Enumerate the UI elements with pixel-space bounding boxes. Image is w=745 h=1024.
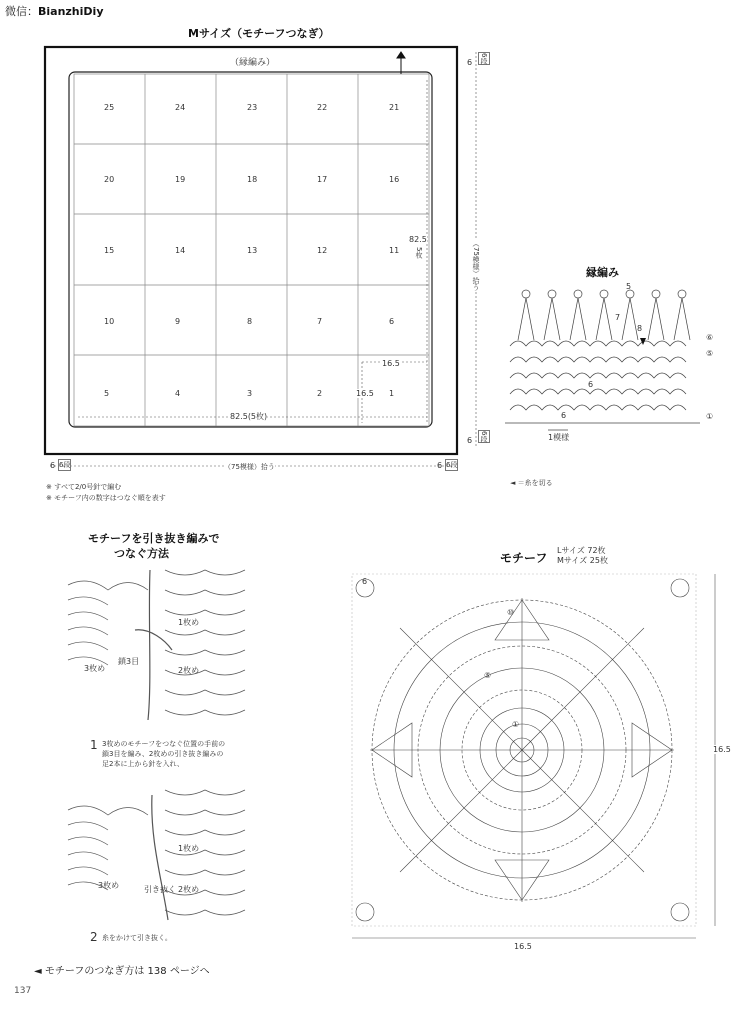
- edging-point-label: 5: [626, 282, 632, 291]
- edging-point-label: 6: [561, 411, 567, 420]
- cut-yarn-mark: [640, 338, 646, 345]
- border-left-rows: 6段: [59, 461, 71, 469]
- motif-number: 7: [317, 317, 323, 326]
- page-number: 137: [14, 986, 32, 996]
- motif-round-label: ⑩: [507, 608, 515, 617]
- motif-round-label: ⑤: [484, 671, 492, 680]
- motif-height-label: 16.5: [713, 745, 731, 754]
- outer-height-label: （75模様）拾う: [472, 240, 480, 291]
- edging-title: 縁編み: [586, 266, 619, 279]
- motif-number: 10: [104, 317, 115, 326]
- motif-number: 3: [247, 389, 253, 398]
- inner-width-label: 82.5(5枚): [230, 412, 268, 421]
- motif-chart: [352, 574, 696, 926]
- note-order: ※ モチーフ内の数字はつなぐ順を表す: [46, 494, 166, 502]
- border-right-rows: 6段: [446, 461, 458, 469]
- fig1-chain-label: 鎖3目: [118, 657, 140, 666]
- fig2-first-label: 1枚め: [178, 844, 200, 853]
- border-left-label: 6: [50, 461, 56, 470]
- edging-point-label: 6: [588, 380, 594, 389]
- motif-count-l: Lサイズ 72枚: [557, 546, 606, 555]
- motif-number: 1: [389, 389, 395, 398]
- motif-number: 16: [389, 175, 400, 184]
- motif-width-label: 16.5: [382, 359, 400, 368]
- join-title-line1: モチーフを引き抜き編みで: [88, 532, 220, 545]
- fig1-second-label: 2枚め: [178, 666, 200, 675]
- border-bottom-label: 6: [467, 436, 473, 445]
- motif-number: 4: [175, 389, 181, 398]
- motif-number: 15: [104, 246, 115, 255]
- page-reference: ◄ モチーフのつなぎ方は 138 ページへ: [34, 966, 210, 977]
- wechat-label: 微信：: [5, 5, 38, 18]
- border-label: （縁編み）: [230, 58, 276, 68]
- motif-number: 24: [175, 103, 186, 112]
- motif-number: 9: [175, 317, 181, 326]
- motif-number: 2: [317, 389, 323, 398]
- step2-number: 2: [90, 930, 98, 944]
- motif-corner-label: 6: [362, 577, 368, 586]
- note-needle: ※ すべて2/0号針で編む: [46, 483, 122, 491]
- border-top-rows: 6段: [480, 53, 488, 65]
- motif-number: 20: [104, 175, 115, 184]
- motif-number: 14: [175, 246, 186, 255]
- direction-arrow: [397, 52, 405, 74]
- border-bottom-rows: 6段: [480, 431, 488, 443]
- motif-title: モチーフ: [500, 551, 548, 565]
- edging-row-label: ⑥: [706, 333, 714, 342]
- motif-number: 17: [317, 175, 328, 184]
- motif-width-label: 16.5: [514, 942, 532, 951]
- join-title-line2: つなぐ方法: [114, 547, 169, 560]
- fig2-pull-label: 引き抜く: [144, 885, 176, 894]
- join-figure-1: [68, 570, 245, 720]
- motif-number: 21: [389, 103, 400, 112]
- brand-name: BianzhiDiy: [38, 5, 104, 18]
- motif-number: 25: [104, 103, 115, 112]
- inner-height-count: 5枚: [415, 247, 423, 259]
- step1-text-1: 3枚めのモチーフをつなぐ位置の手前の: [102, 740, 226, 748]
- motif-number: 11: [389, 246, 400, 255]
- motif-number: 13: [247, 246, 258, 255]
- dimension-lines: [50, 52, 476, 466]
- join-figure-2: [68, 790, 245, 920]
- motif-number: 8: [247, 317, 253, 326]
- motif-height-label: 16.5: [356, 389, 374, 398]
- edging-point-label: 8: [637, 324, 643, 333]
- edging-point-label: 7: [615, 313, 621, 322]
- motif-count-m: Mサイズ 25枚: [557, 556, 608, 565]
- motif-round-label: ①: [512, 720, 520, 729]
- edging-row-label: ⑤: [706, 349, 714, 358]
- step1-text-3: 足2本に上から針を入れ、: [102, 760, 184, 768]
- step1-number: 1: [90, 738, 98, 752]
- outer-width-label: （75模様）拾う: [224, 463, 275, 471]
- motif-number: 23: [247, 103, 258, 112]
- layout-title: Mサイズ（モチーフつなぎ）: [188, 27, 330, 40]
- fig2-second-label: 2枚め: [178, 885, 200, 894]
- edging-chart: [505, 290, 700, 430]
- border-right-label: 6: [437, 461, 443, 470]
- motif-number: 19: [175, 175, 186, 184]
- motif-number: 12: [317, 246, 328, 255]
- edging-repeat-label: 1模様: [548, 433, 570, 442]
- motif-number: 5: [104, 389, 110, 398]
- motif-number: 6: [389, 317, 395, 326]
- fig1-first-label: 1枚め: [178, 618, 200, 627]
- motif-number: 18: [247, 175, 258, 184]
- edging-legend: ◄ ＝糸を切る: [510, 479, 553, 487]
- border-top-label: 6: [467, 58, 473, 67]
- step2-text: 糸をかけて引き抜く。: [102, 934, 172, 942]
- step1-text-2: 鎖3目を編み、2枚めの引き抜き編みの: [102, 750, 224, 758]
- inner-height-label: 82.5: [409, 235, 427, 244]
- motif-number: 22: [317, 103, 328, 112]
- fig1-third-label: 3枚め: [84, 664, 106, 673]
- edging-row-label: ①: [706, 412, 714, 421]
- fig2-third-label: 3枚め: [98, 881, 120, 890]
